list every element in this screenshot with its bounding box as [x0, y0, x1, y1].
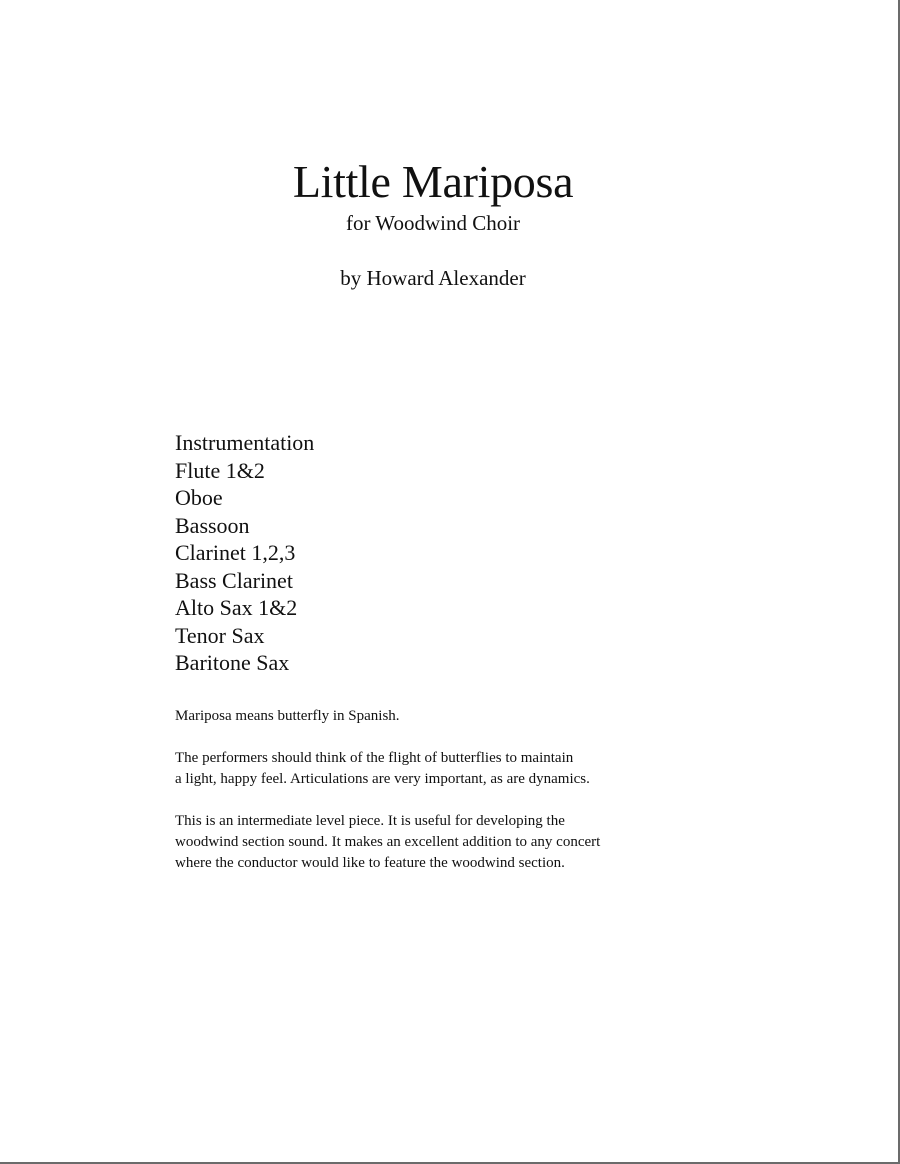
instrument-item: Oboe: [175, 485, 223, 510]
instrument-item: Bass Clarinet: [175, 567, 293, 593]
piece-subtitle: for Woodwind Choir: [345, 211, 521, 235]
instrument-item: Baritone Sax: [175, 650, 290, 675]
note-line: The performers should think of the flight of butterflies to maintain: [175, 750, 574, 766]
piece-title: Little Mariposa: [292, 156, 574, 207]
instrument-item: Bassoon: [175, 512, 250, 538]
note-performance: [175, 748, 735, 790]
instrument-item: Clarinet 1,2,3: [175, 540, 296, 565]
instrument-item: Alto Sax 1&2: [175, 595, 298, 620]
note-level: [175, 811, 735, 874]
note-meaning: [175, 706, 735, 727]
instrumentation-heading: Instrumentation: [175, 430, 315, 455]
note-line: Mariposa means butterfly in Spanish.: [175, 708, 400, 724]
instrument-item: Tenor Sax: [175, 622, 265, 648]
composer-credit: by Howard Alexander: [340, 266, 526, 290]
note-line: This is an intermediate level piece. It is useful for developing the: [175, 813, 565, 829]
program-notes: [175, 706, 735, 895]
note-line: where the conductor would like to feature the woodwind section.: [175, 855, 565, 871]
instrumentation-list: [175, 429, 314, 677]
note-line: woodwind section sound. It makes an excellent addition to any concert: [175, 834, 601, 850]
instrument-item: Flute 1&2: [175, 457, 265, 483]
note-line: a light, happy feel. Articulations are very important, as are dynamics.: [175, 771, 590, 787]
